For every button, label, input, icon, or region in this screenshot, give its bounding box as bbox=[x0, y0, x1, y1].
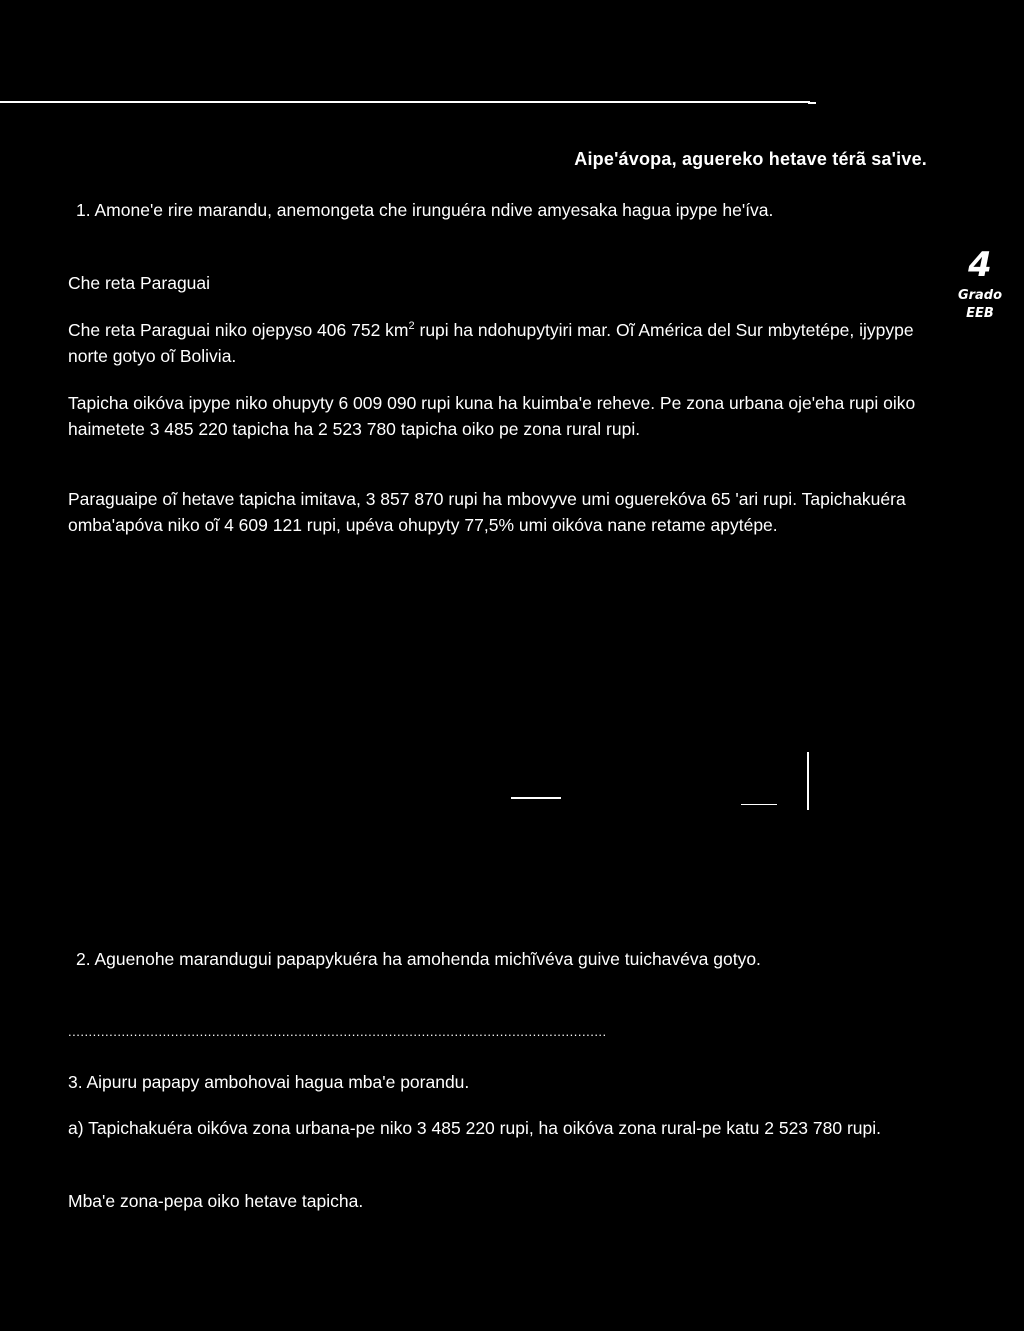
answer-mark-vertical bbox=[807, 752, 809, 810]
p3-text: Paraguaipe oĩ hetave tapicha imitava, 3 857 870 rupi ha mbovyve umi oguerekóva 65 'ari rupi. Tapichakuéra omba'apóva niko oĩ 4 609 121 rupi, upéva ohupyty 77,5% umi oikóva nane retame apytépe. bbox=[68, 489, 906, 535]
question-3-text: 3. Aipuru papapy ambohovai hagua mba'e porandu. bbox=[68, 1072, 470, 1092]
question-3-a bbox=[68, 1115, 948, 1141]
question-1 bbox=[76, 197, 886, 223]
p1-superscript: 2 bbox=[408, 320, 415, 333]
instruction-heading: Aipe'ávopa, aguereko hetave térã sa'ive. bbox=[574, 149, 927, 169]
answer-mark-left bbox=[511, 797, 561, 799]
top-rule bbox=[0, 101, 810, 103]
question-3 bbox=[68, 1069, 930, 1095]
reading-paragraph-2 bbox=[68, 390, 930, 442]
question-3-a-prompt-text: Mba'e zona-pepa oiko hetave tapicha. bbox=[68, 1191, 364, 1211]
grade-badge bbox=[950, 245, 1010, 323]
reading-title-text: Che reta Paraguai bbox=[68, 273, 211, 293]
question-3-a-prompt bbox=[68, 1188, 930, 1214]
reading-paragraph-3 bbox=[68, 486, 948, 538]
grade-level: EEB bbox=[966, 306, 994, 321]
p2-text: Tapicha oikóva ipype niko ohupyty 6 009 090 rupi kuna ha kuimba'e reheve. Pe zona urbana oje'eha rupi oiko haimetete 3 485 220 tapicha ha 2 523 780 tapicha oiko pe zona rural rupi. bbox=[68, 393, 916, 439]
p1-before: Che reta Paraguai niko ojepyso 406 752 km bbox=[68, 320, 409, 340]
question-1-text: 1. Amone'e rire marandu, anemongeta che irunguéra ndive amyesaka hagua ipype he'íva. bbox=[76, 200, 774, 220]
top-rule-end bbox=[808, 102, 816, 104]
grade-number: 4 bbox=[968, 245, 992, 285]
reading-paragraph-1 bbox=[68, 317, 930, 369]
question-3-a-text: a) Tapichakuéra oikóva zona urbana-pe niko 3 485 220 rupi, ha oikóva zona rural-pe katu 2 523 780 rupi. bbox=[68, 1118, 881, 1138]
p1-after: rupi ha ndohupytyiri mar. Oĩ América del Sur mbytetépe, ijypype norte gotyo oĩ Bolivia. bbox=[68, 320, 914, 366]
reading-title bbox=[68, 270, 930, 296]
question-2 bbox=[76, 946, 896, 972]
answer-line[interactable]: ................................................................................................................................... bbox=[68, 1024, 607, 1039]
answer-mark-right bbox=[741, 804, 777, 805]
question-2-text: 2. Aguenohe marandugui papapykuéra ha amohenda michĩvéva guive tuichavéva gotyo. bbox=[76, 949, 761, 969]
grade-label: Grado bbox=[957, 288, 1003, 303]
